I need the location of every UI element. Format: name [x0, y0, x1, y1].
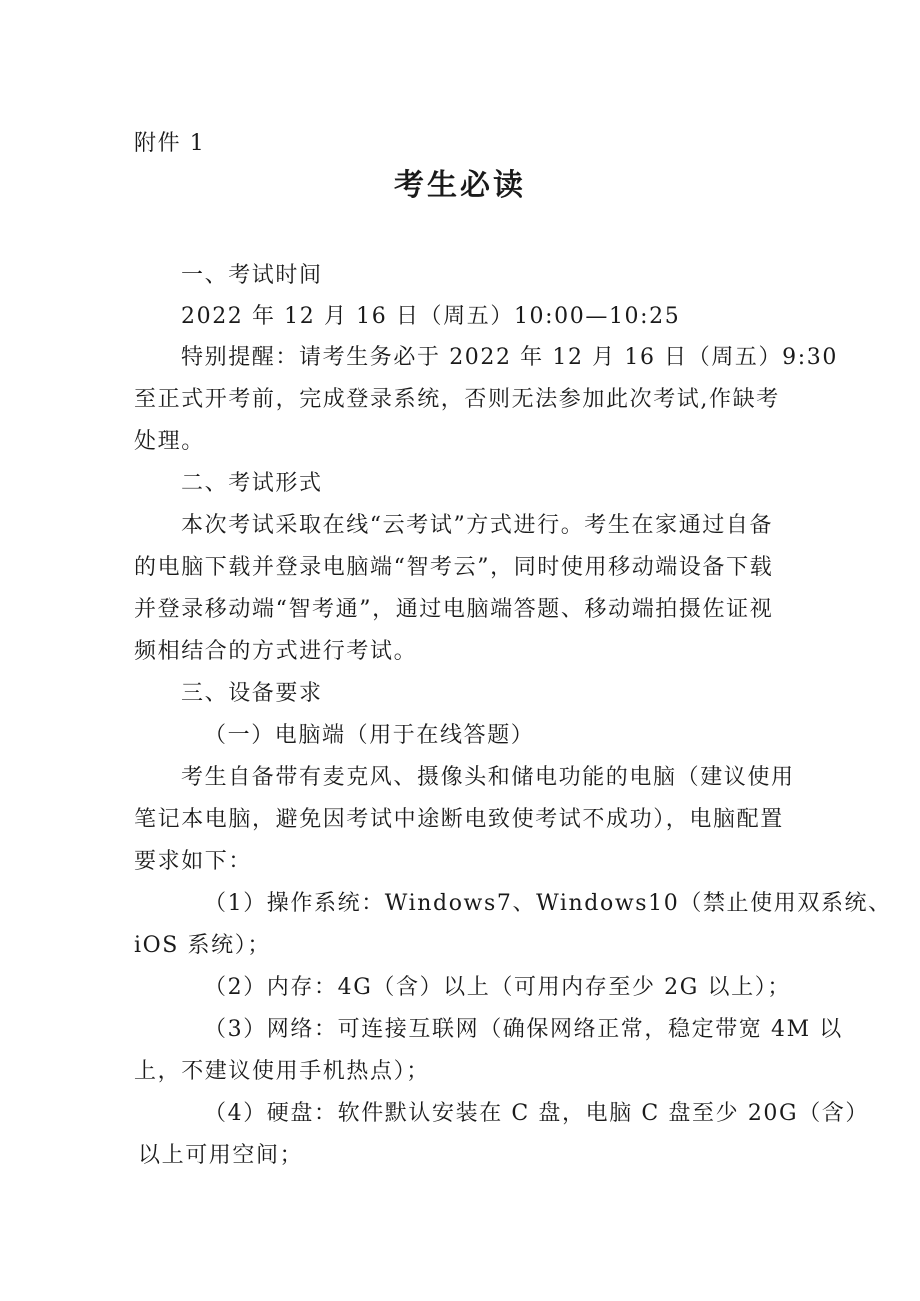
paragraph-line: 的电脑下载并登录电脑端“智考云”，同时使用移动端设备下载 — [134, 555, 774, 580]
list-item-network: （3）网络：可连接互联网（确保网络正常，稳定带宽 4M 以 — [204, 1017, 843, 1042]
subsection-heading-computer: （一）电脑端（用于在线答题） — [204, 723, 535, 748]
list-item-memory: （2）内存：4G（含）以上（可用内存至少 2G 以上）； — [204, 975, 791, 1000]
attachment-label: 附件 1 — [134, 131, 206, 156]
paragraph-line: 并登录移动端“智考通”，通过电脑端答题、移动端拍摄佐证视 — [134, 597, 774, 622]
list-item-network-cont: 上，不建议使用手机热点）； — [134, 1059, 430, 1084]
list-item-disk: （4）硬盘：软件默认安装在 C 盘，电脑 C 盘至少 20G（含） — [204, 1101, 869, 1126]
section-heading-exam-time: 一、考试时间 — [181, 263, 323, 288]
section-heading-equipment: 三、设备要求 — [181, 681, 323, 706]
list-item-os: （1）操作系统：Windows7、Windows10（禁止使用双系统、 — [204, 891, 892, 916]
paragraph-line: 笔记本电脑，避免因考试中途断电致使考试不成功），电脑配置 — [134, 807, 784, 832]
list-item-os-cont: iOS 系统）； — [134, 933, 271, 958]
reminder-line: 处理。 — [134, 429, 205, 454]
reminder-line: 至正式开考前，完成登录系统，否则无法参加此次考试,作缺考 — [134, 387, 780, 412]
page-title: 考生必读 — [394, 168, 526, 203]
paragraph-line: 频相结合的方式进行考试。 — [134, 639, 418, 664]
paragraph-line: 考生自备带有麦克风、摄像头和储电功能的电脑（建议使用 — [181, 765, 795, 790]
paragraph-line: 要求如下： — [134, 849, 253, 874]
paragraph-line: 本次考试采取在线“云考试”方式进行。考生在家通过自备 — [181, 513, 774, 538]
exam-time-text: 2022 年 12 月 16 日（周五）10:00—10:25 — [181, 304, 681, 329]
reminder-line: 特别提醒：请考生务必于 2022 年 12 月 16 日（周五）9:30 — [181, 345, 838, 370]
list-item-disk-cont: 以上可用空间； — [138, 1143, 304, 1168]
section-heading-exam-format: 二、考试形式 — [181, 471, 323, 496]
